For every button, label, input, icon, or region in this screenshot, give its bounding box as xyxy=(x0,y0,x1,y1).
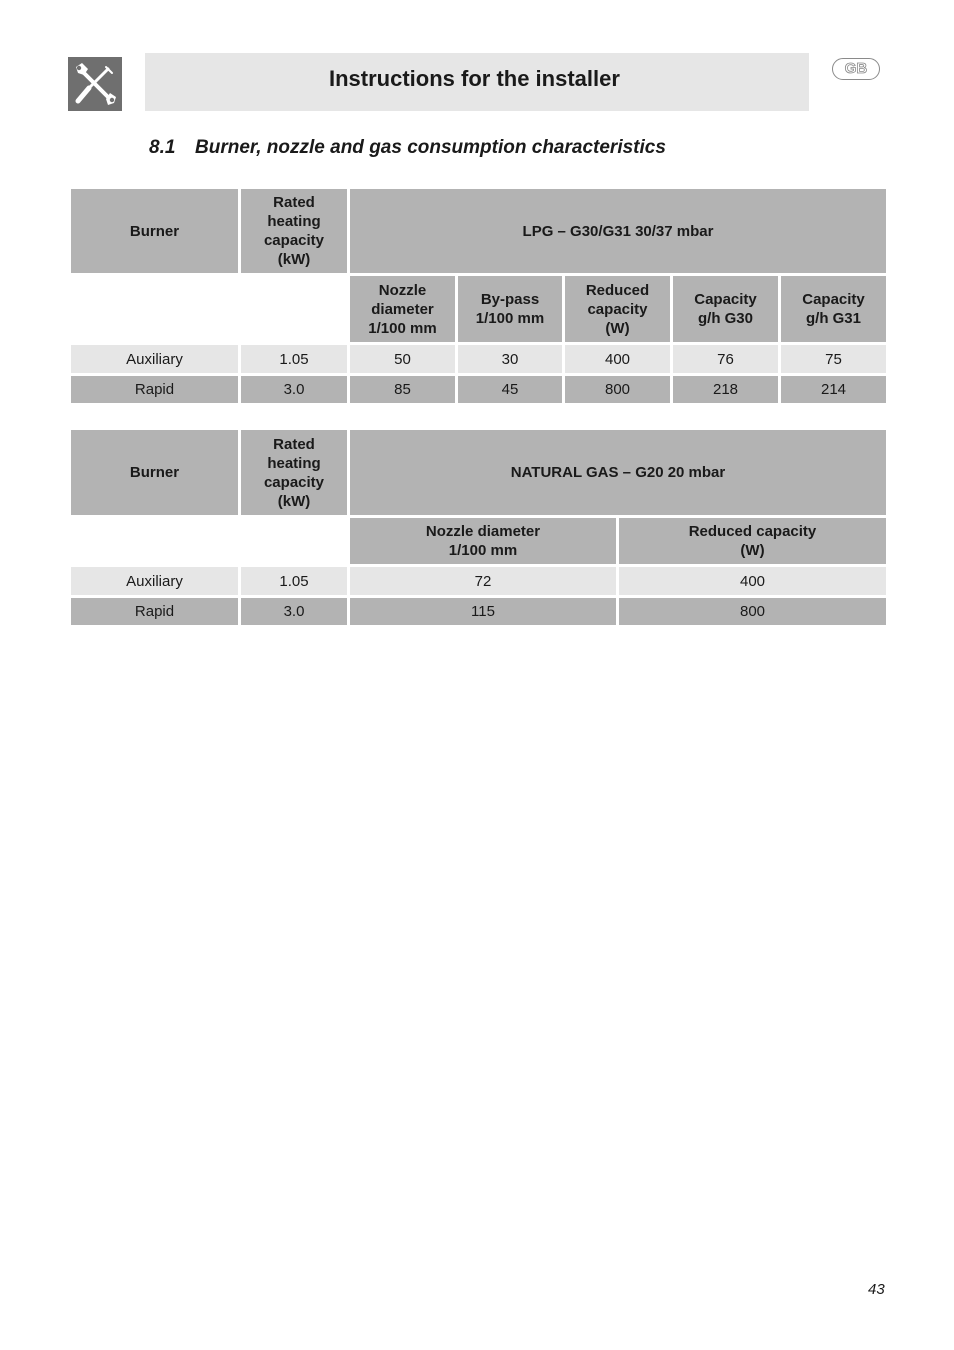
table-cell: 218 xyxy=(673,376,778,403)
table-cell: 800 xyxy=(619,598,886,625)
rated-capacity-header: Rated heating capacity (kW) xyxy=(241,430,347,515)
burner-header: Burner xyxy=(71,430,238,515)
section-heading xyxy=(149,137,666,159)
reduced-capacity-header: Reduced capacity (W) xyxy=(565,276,670,342)
wrench-screwdriver-icon xyxy=(68,57,122,111)
blank-cell xyxy=(71,276,238,342)
gas-type-header: LPG – G30/G31 30/37 mbar xyxy=(350,189,886,273)
lpg-table xyxy=(68,186,889,406)
table-cell: 1.05 xyxy=(241,567,347,595)
table-row xyxy=(71,345,886,373)
blank-cell xyxy=(71,518,238,564)
table-cell: 400 xyxy=(565,345,670,373)
table-cell: 30 xyxy=(458,345,562,373)
burner-header: Burner xyxy=(71,189,238,273)
blank-cell xyxy=(241,518,347,564)
reduced-capacity-header: Reduced capacity (W) xyxy=(619,518,886,564)
page-title: Instructions for the installer xyxy=(329,66,620,91)
table-row xyxy=(71,598,886,625)
header-bar xyxy=(145,53,809,111)
table-cell: 400 xyxy=(619,567,886,595)
blank-cell xyxy=(241,276,347,342)
table-cell: 1.05 xyxy=(241,345,347,373)
table-cell: 115 xyxy=(350,598,616,625)
table-cell: 214 xyxy=(781,376,886,403)
capacity-g30-header: Capacity g/h G30 xyxy=(673,276,778,342)
table-row xyxy=(71,376,886,403)
table-cell: 75 xyxy=(781,345,886,373)
table-cell: 85 xyxy=(350,376,455,403)
table-cell: 45 xyxy=(458,376,562,403)
table-cell: 50 xyxy=(350,345,455,373)
table-cell: 76 xyxy=(673,345,778,373)
rated-capacity-header: Rated heating capacity (kW) xyxy=(241,189,347,273)
section-number: 8.1 xyxy=(149,137,176,158)
burner-name: Rapid xyxy=(71,598,238,625)
table-cell: 3.0 xyxy=(241,376,347,403)
burner-name: Rapid xyxy=(71,376,238,403)
nozzle-diameter-header: Nozzle diameter 1/100 mm xyxy=(350,276,455,342)
page-number: 43 xyxy=(868,1281,885,1298)
capacity-g31-header: Capacity g/h G31 xyxy=(781,276,886,342)
table-row xyxy=(71,567,886,595)
table-cell: 3.0 xyxy=(241,598,347,625)
language-badge: GB xyxy=(832,58,880,80)
burner-name: Auxiliary xyxy=(71,567,238,595)
natural-gas-table xyxy=(68,427,889,628)
gas-type-header: NATURAL GAS – G20 20 mbar xyxy=(350,430,886,515)
table-cell: 800 xyxy=(565,376,670,403)
bypass-header: By-pass 1/100 mm xyxy=(458,276,562,342)
burner-name: Auxiliary xyxy=(71,345,238,373)
section-title: Burner, nozzle and gas consumption characteristics xyxy=(195,137,666,158)
table-cell: 72 xyxy=(350,567,616,595)
nozzle-diameter-header: Nozzle diameter 1/100 mm xyxy=(350,518,616,564)
